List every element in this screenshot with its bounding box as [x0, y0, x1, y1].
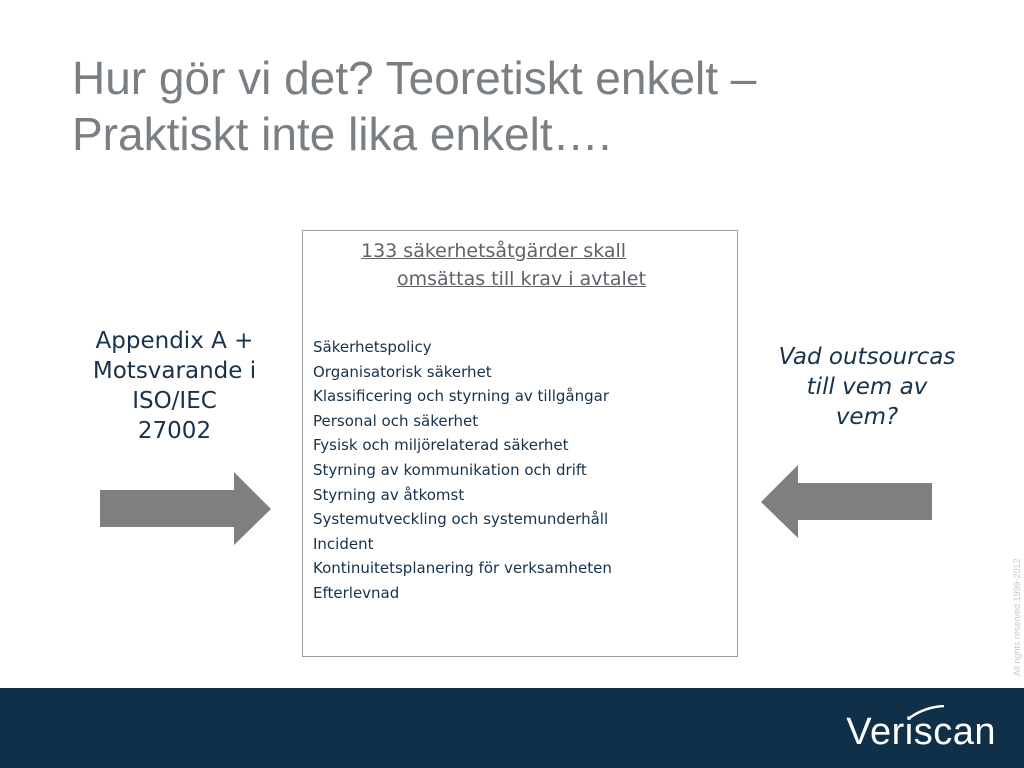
box-heading	[303, 237, 737, 293]
right-label-line: vem?	[835, 404, 899, 430]
slide-title-line-1: Hur gör vi det? Teoretiskt enkelt –	[72, 52, 757, 104]
logo-text: Veriscan	[846, 711, 996, 753]
left-label	[72, 326, 277, 446]
list-item: Fysisk och miljörelaterad säkerhet	[313, 436, 569, 455]
box-heading-line-1: 133 säkerhetsåtgärder skall	[361, 240, 627, 262]
left-label-line: ISO/IEC	[132, 388, 217, 414]
list-item: Incident	[313, 534, 374, 553]
list-item: Styrning av kommunikation och drift	[313, 460, 587, 479]
list-item: Systemutveckling och systemunderhåll	[313, 510, 609, 529]
veriscan-logo	[846, 711, 996, 754]
slide-title	[72, 50, 972, 162]
list-item: Styrning av åtkomst	[313, 485, 465, 504]
list-item: Kontinuitetsplanering för verksamheten	[313, 559, 612, 578]
list-item: Personal och säkerhet	[313, 411, 479, 430]
right-label	[756, 342, 978, 432]
right-label-line: Vad outsourcas	[778, 344, 956, 370]
box-heading-line-2: omsättas till krav i avtalet	[397, 268, 646, 290]
slide-title-line-2: Praktiskt inte lika enkelt….	[72, 108, 612, 160]
list-item: Efterlevnad	[313, 583, 400, 602]
left-label-line: Motsvarande i	[92, 358, 257, 384]
list-item: Organisatorisk säkerhet	[313, 362, 492, 381]
copyright-notice: All rights reserved 1999-2012	[1012, 558, 1022, 676]
list-item: Klassificering och styrning av tillgångar	[313, 387, 610, 406]
footer-bar	[0, 688, 1024, 768]
arrow-left-icon	[761, 465, 933, 539]
right-label-line: till vem av	[806, 374, 928, 400]
arrow-right-icon	[100, 472, 272, 546]
left-label-line: Appendix A +	[95, 328, 254, 354]
left-label-line: 27002	[137, 418, 212, 444]
security-measures-box	[302, 230, 738, 657]
list-item: Säkerhetspolicy	[313, 338, 432, 356]
logo-swoosh-icon	[906, 705, 946, 721]
security-domain-list	[313, 335, 612, 606]
